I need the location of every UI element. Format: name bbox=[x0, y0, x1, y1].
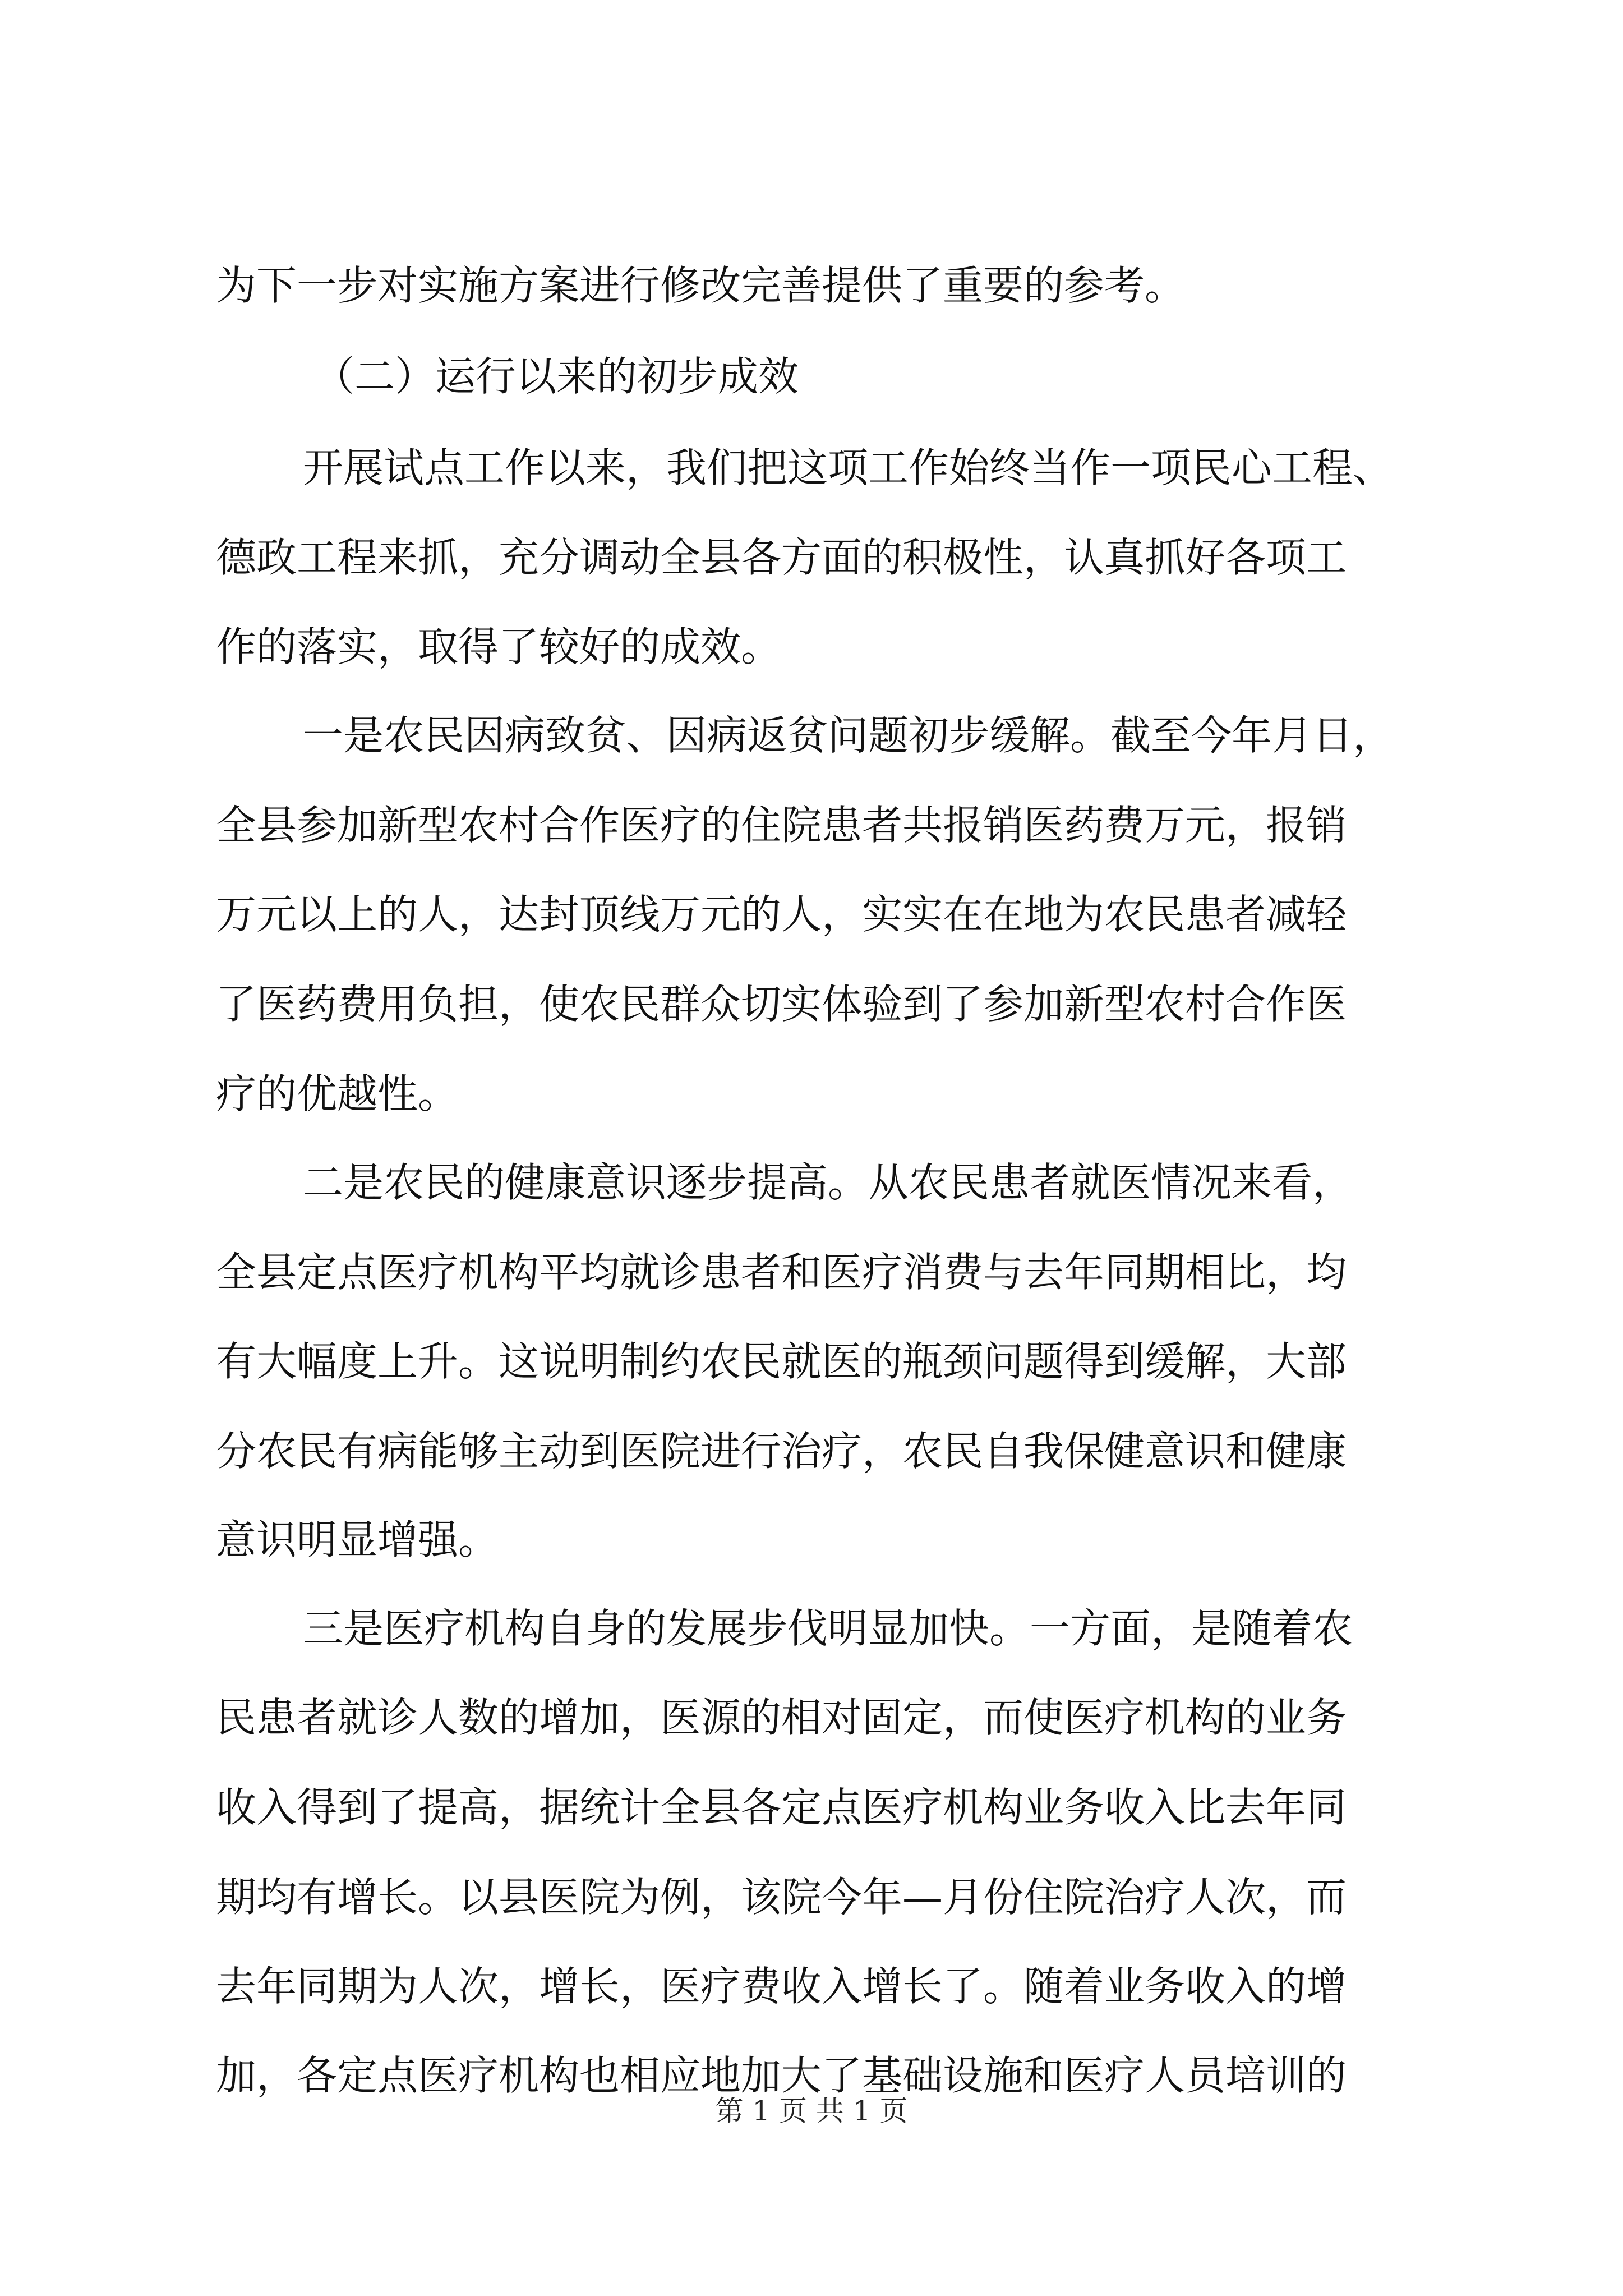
text-line: 期均有增长。以县医院为例，该院今年—月份住院治疗人次，而 bbox=[216, 1874, 1347, 1921]
text-line: 了医药费用负担，使农民群众切实体验到了参加新型农村合作医 bbox=[216, 981, 1347, 1028]
text-line: 三是医疗机构自身的发展步伐明显加快。一方面，是随着农 bbox=[303, 1605, 1353, 1652]
text-line: 疗的优越性。 bbox=[216, 1070, 459, 1117]
text-line: 德政工程来抓，充分调动全县各方面的积极性，认真抓好各项工 bbox=[216, 534, 1347, 581]
text-line: 加，各定点医疗机构也相应地加大了基础设施和医疗人员培训的 bbox=[216, 2052, 1347, 2099]
text-line: 一是农民因病致贫、因病返贫问题初步缓解。截至今年月日， bbox=[303, 712, 1394, 759]
text-line: 全县定点医疗机构平均就诊患者和医疗消费与去年同期相比，均 bbox=[216, 1249, 1347, 1296]
text-line: 开展试点工作以来，我们把这项工作始终当作一项民心工程、 bbox=[303, 444, 1394, 491]
text-line: 万元以上的人，达封顶线万元的人，实实在在地为农民患者减轻 bbox=[216, 891, 1347, 938]
text-line: 收入得到了提高，据统计全县各定点医疗机构业务收入比去年同 bbox=[216, 1784, 1347, 1831]
section-heading: （二）运行以来的初步成效 bbox=[314, 353, 799, 400]
text-line: 去年同期为人次，增长，医疗费收入增长了。随着业务收入的增 bbox=[216, 1963, 1347, 2010]
text-line: 作的落实，取得了较好的成效。 bbox=[216, 623, 782, 670]
text-line: 分农民有病能够主动到医院进行治疗，农民自我保健意识和健康 bbox=[216, 1428, 1347, 1475]
page-footer: 第 1 页 共 1 页 bbox=[715, 2095, 908, 2127]
text-line: 有大幅度上升。这说明制约农民就医的瓶颈问题得到缓解，大部 bbox=[216, 1338, 1347, 1385]
text-line: 民患者就诊人数的增加，医源的相对固定，而使医疗机构的业务 bbox=[216, 1694, 1347, 1741]
text-line: 二是农民的健康意识逐步提高。从农民患者就医情况来看， bbox=[303, 1159, 1353, 1206]
text-line: 为下一步对实施方案进行修改完善提供了重要的参考。 bbox=[216, 262, 1186, 309]
text-line: 意识明显增强。 bbox=[216, 1516, 499, 1563]
text-line: 全县参加新型农村合作医疗的住院患者共报销医药费万元，报销 bbox=[216, 802, 1347, 849]
